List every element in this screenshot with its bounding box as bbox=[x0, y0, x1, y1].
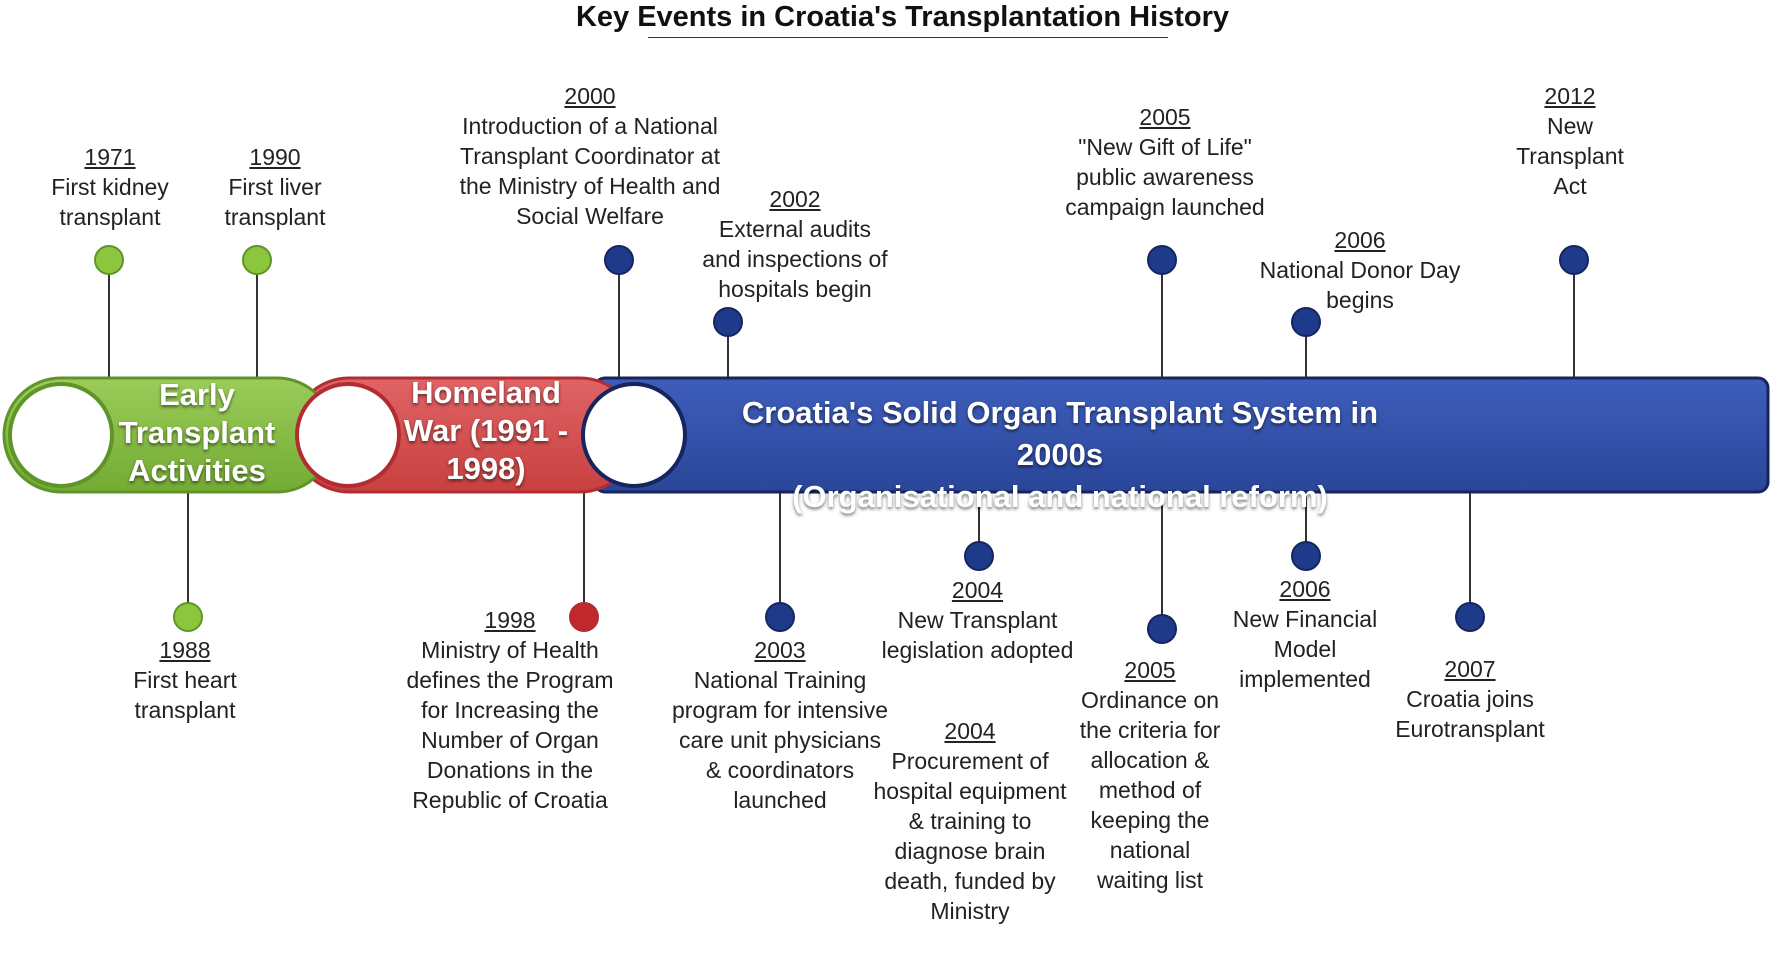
event-dot-1971 bbox=[95, 246, 123, 274]
event-text: Procurement of hospital equipment & training to diagnose brain death, funded by Ministry bbox=[873, 748, 1067, 924]
event-2004-procurement bbox=[870, 716, 1070, 926]
war-period-circle bbox=[297, 384, 399, 486]
early-period-circle bbox=[10, 384, 112, 486]
modern-period-label bbox=[700, 392, 1420, 518]
event-year: 2007 bbox=[1444, 656, 1496, 682]
event-text: National Donor Day begins bbox=[1259, 257, 1461, 313]
event-1998 bbox=[390, 605, 630, 815]
event-year: 2004 bbox=[951, 577, 1004, 603]
event-year: 2012 bbox=[1544, 83, 1596, 109]
event-1988 bbox=[110, 635, 260, 725]
event-dot-2002 bbox=[714, 308, 742, 336]
event-2006-financial bbox=[1215, 574, 1395, 694]
modern-period-label-line1: Croatia's Solid Organ Transplant System in 2000s bbox=[741, 395, 1379, 472]
event-year: 1998 bbox=[484, 607, 536, 633]
event-2006-donor-day bbox=[1245, 225, 1475, 315]
event-text: First kidney transplant bbox=[51, 174, 169, 230]
event-year: 2005 bbox=[1124, 657, 1176, 683]
event-1990 bbox=[200, 142, 350, 232]
event-dot-1990 bbox=[243, 246, 271, 274]
event-2004-legislation bbox=[880, 575, 1075, 665]
event-dot-2012 bbox=[1560, 246, 1588, 274]
event-year: 2002 bbox=[769, 186, 821, 212]
event-2005-campaign bbox=[1045, 102, 1285, 222]
modern-period-label-line2: (Organisational and national reform) bbox=[792, 479, 1328, 514]
event-text: First heart transplant bbox=[133, 667, 237, 723]
event-2002 bbox=[700, 184, 890, 304]
event-text: Introduction of a National Transplant Coordinator at the Ministry of Health and Social Welfare bbox=[459, 113, 721, 229]
event-2012 bbox=[1500, 81, 1640, 201]
event-text: New Financial Model implemented bbox=[1232, 606, 1378, 692]
war-period-label: Homeland War (1991 - 1998) bbox=[403, 375, 569, 486]
event-dot-2004 bbox=[965, 542, 993, 570]
event-dot-2005 bbox=[1148, 615, 1176, 643]
event-dot-1988 bbox=[174, 603, 202, 631]
event-1971 bbox=[30, 142, 190, 232]
event-year: 2003 bbox=[754, 637, 806, 663]
event-text: New Transplant legislation adopted bbox=[881, 607, 1074, 663]
event-2000 bbox=[445, 81, 735, 231]
event-dot-2003 bbox=[766, 603, 794, 631]
event-2007 bbox=[1370, 654, 1570, 744]
event-text: "New Gift of Life" public awareness campaign launched bbox=[1065, 134, 1265, 220]
event-2003 bbox=[670, 635, 890, 815]
diagram-title: Key Events in Croatia's Transplantation History bbox=[575, 1, 1230, 33]
event-text: Croatia joins Eurotransplant bbox=[1395, 686, 1545, 742]
event-text: Ministry of Health defines the Program for Increasing the Number of Organ Donations in the Republic of Croatia bbox=[406, 637, 614, 813]
event-dot-2005 bbox=[1148, 246, 1176, 274]
event-year: 1990 bbox=[249, 144, 301, 170]
event-2005-ordinance bbox=[1075, 655, 1225, 895]
event-text: Ordinance on the criteria for allocation & method of keeping the national waiting list bbox=[1079, 687, 1221, 893]
event-dot-2006 bbox=[1292, 542, 1320, 570]
event-text: New Transplant Act bbox=[1516, 113, 1624, 199]
event-year: 1988 bbox=[159, 637, 211, 663]
event-text: National Training program for intensive care unit physicians & coordinators launched bbox=[671, 667, 889, 813]
modern-period-circle bbox=[583, 384, 685, 486]
event-text: External audits and inspections of hospitals begin bbox=[702, 216, 888, 302]
event-year: 1971 bbox=[84, 144, 136, 170]
early-period-label: Early Transplant Activities bbox=[118, 377, 276, 488]
event-year: 2004 bbox=[944, 718, 996, 744]
event-dot-2007 bbox=[1456, 603, 1484, 631]
event-year: 2005 bbox=[1139, 104, 1191, 130]
event-year: 2000 bbox=[564, 83, 616, 109]
event-year: 2006 bbox=[1334, 227, 1386, 253]
event-text: First liver transplant bbox=[224, 174, 326, 230]
event-year: 2006 bbox=[1279, 576, 1331, 602]
event-dot-2000 bbox=[605, 246, 633, 274]
